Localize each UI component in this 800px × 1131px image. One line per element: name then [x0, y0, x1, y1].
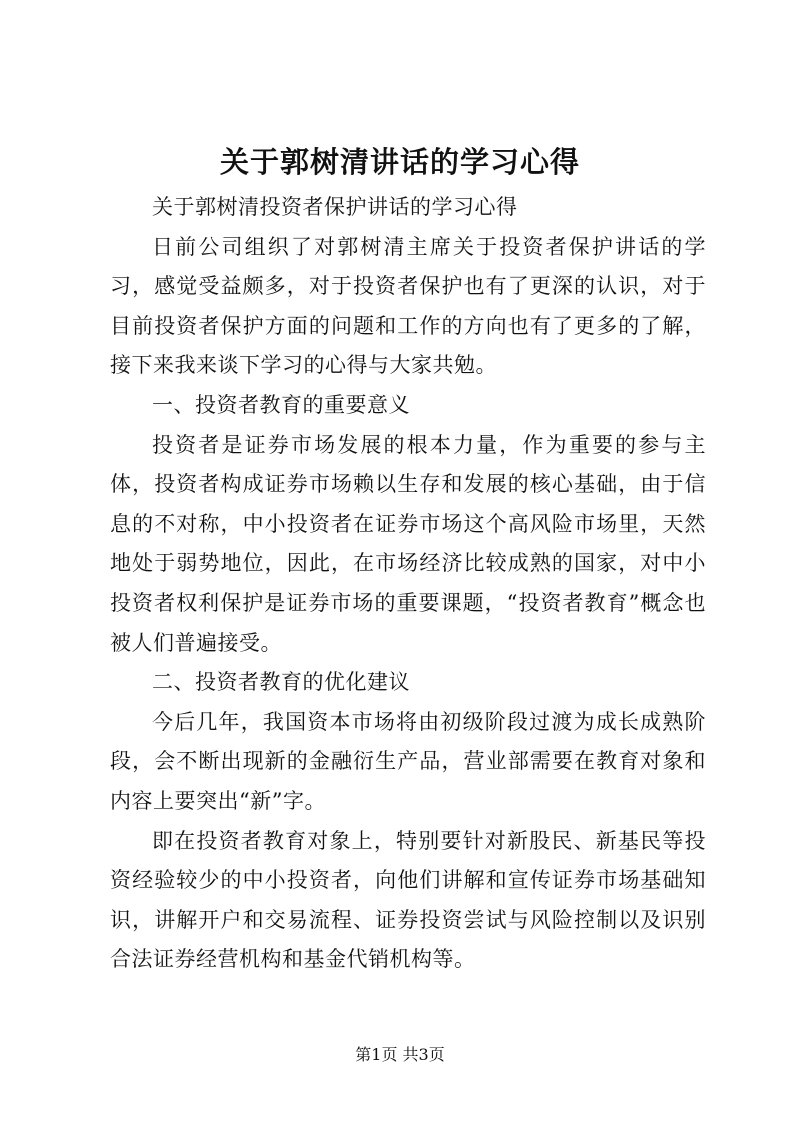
section-heading: 二、投资者教育的优化建议	[152, 670, 410, 695]
body-paragraph: 投资者是证券市场发展的根本力量，作为重要的参与主体，投资者构成证券市场赖以生存和发展的核心基础，由于信息的不对称，中小投资者在证券市场这个高风险市场里，天然地处于弱势地位，因此，在市场经济比较成熟的国家，对中小投资者权利保护是证券市场的重要课题，“投资者教育”概念也被人们普遍接受。	[110, 432, 706, 655]
body-paragraph: 即在投资者教育对象上，特别要针对新股民、新基民等投资经验较少的中小投资者，向他们讲解和宣传证券市场基础知识，讲解开户和交易流程、证券投资尝试与风险控制以及识别合法证券经营机构和基金代销机构等。	[110, 828, 706, 972]
section-heading: 一、投资者教育的重要意义	[152, 392, 410, 417]
subtitle-paragraph: 关于郭树清投资者保护讲话的学习心得	[152, 195, 518, 219]
body-paragraph: 今后几年，我国资本市场将由初级阶段过渡为成长成熟阶段，会不断出现新的金融衍生产品，营业部需要在教育对象和内容上要突出“新”字。	[110, 709, 706, 813]
document-title: 关于郭树清讲话的学习心得	[219, 145, 580, 179]
document-body	[110, 188, 706, 980]
page-number-footer: 第1页 共3页	[355, 1045, 445, 1064]
body-paragraph: 日前公司组织了对郭树清主席关于投资者保护讲话的学习，感觉受益颇多，对于投资者保护也有了更深的认识，对于目前投资者保护方面的问题和工作的方向也有了更多的了解，接下来我来谈下学习的心得与大家共勉。	[110, 234, 706, 378]
